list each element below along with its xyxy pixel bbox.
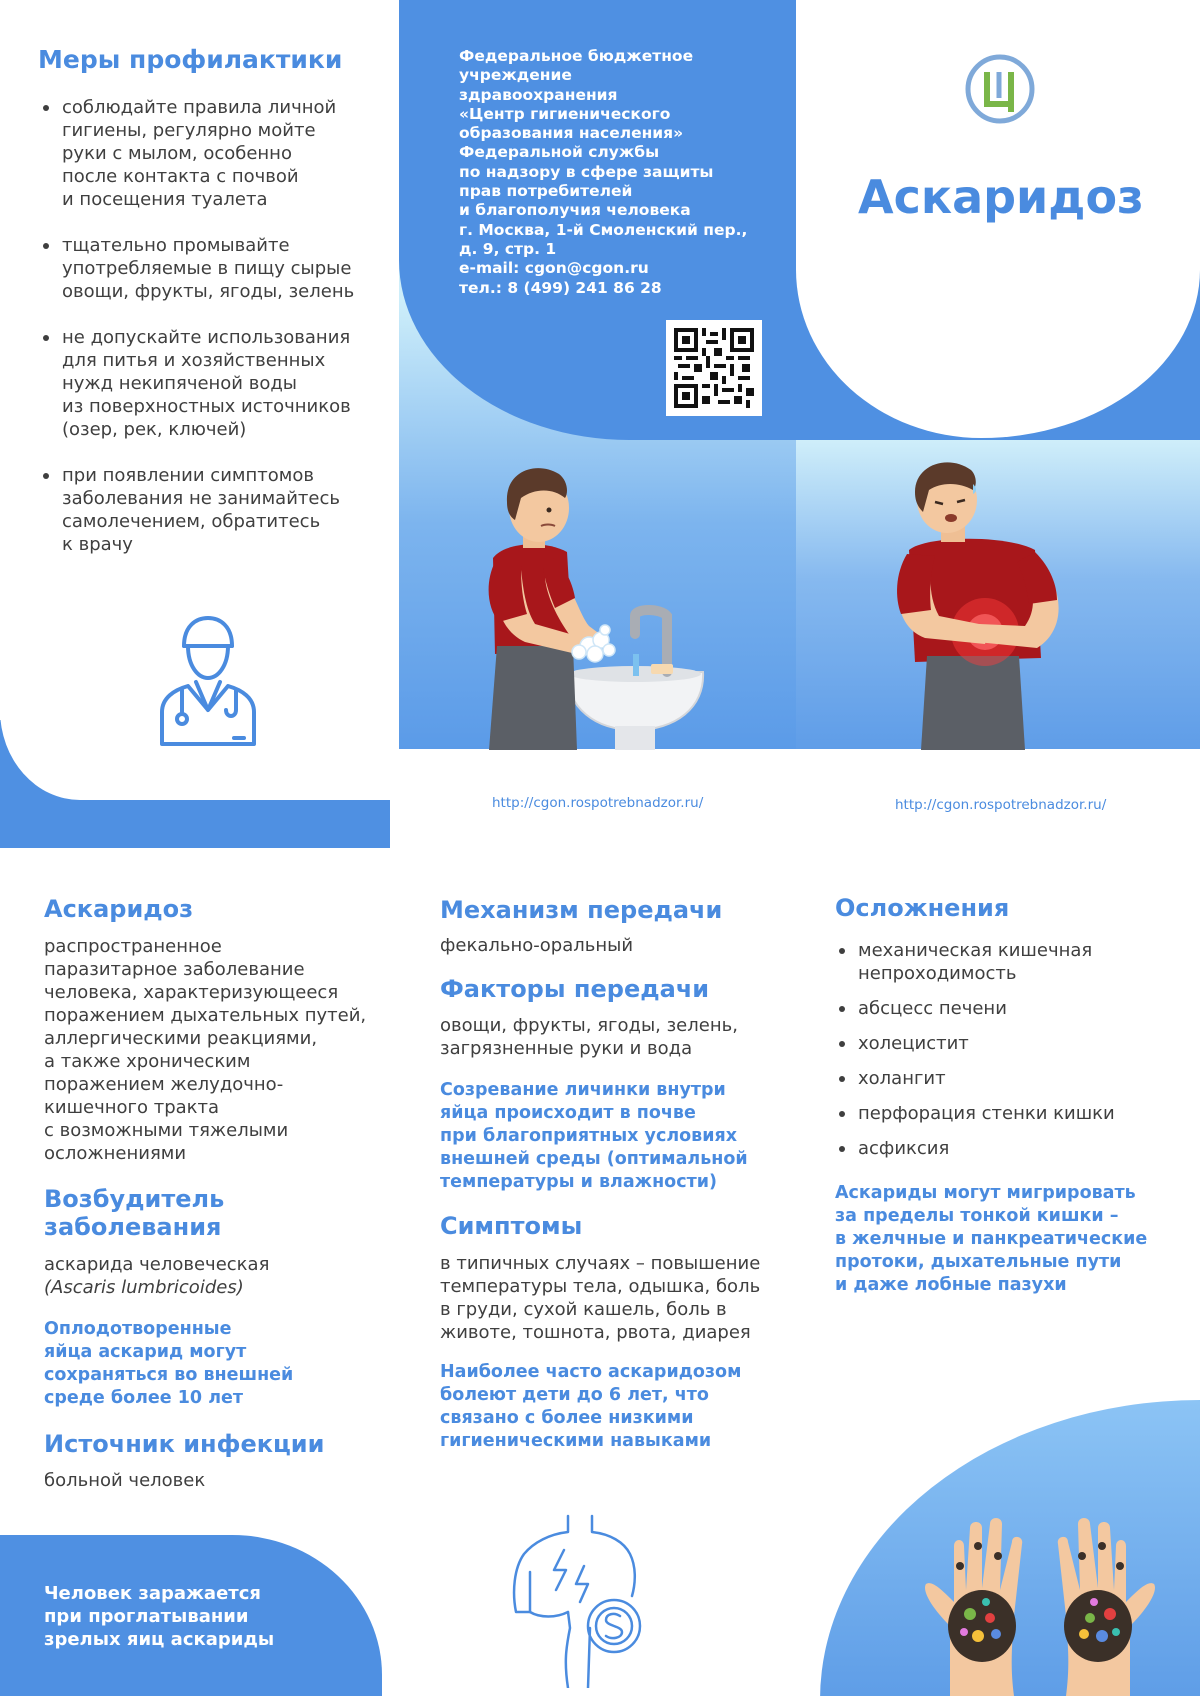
symptoms-title: Симптомы <box>440 1212 583 1240</box>
boy-stomach-ache <box>885 458 1095 750</box>
mechanism-title: Механизм передачи <box>440 896 723 924</box>
prevention-list <box>40 96 385 579</box>
symptoms-text: в типичных случаях – повышение температуры тела, одышка, боль в груди, сухой кашель, боль в животе, тошнота, рвота, диарея <box>440 1253 761 1343</box>
prevention-title: Меры профилактики <box>38 45 343 74</box>
eggs-note: Оплодотворенные яйца аскарид могут сохраняться во внешней среде более 10 лет <box>44 1319 294 1408</box>
website-link[interactable]: http://cgon.rospotrebnadzor.ru/ <box>492 795 704 811</box>
disease-title: Аскаридоз <box>44 895 194 923</box>
mechanism-text: фекально-оральный <box>440 935 634 956</box>
list-item: соблюдайте правила личной гигиены, регулярно мойте руки с мылом, особенно после контакта с почвой и посещения туалета <box>40 96 385 211</box>
factors-title: Факторы передачи <box>440 975 710 1003</box>
boy-washing-hands <box>455 458 715 750</box>
list-item: асфиксия <box>835 1137 1185 1160</box>
main-title: Аскаридоз <box>858 170 1144 224</box>
list-item: тщательно промывайте употребляемые в пищу сырые овощи, фрукты, ягоды, зелень <box>40 234 385 303</box>
dirty-hands-with-germs <box>920 1506 1180 1696</box>
agent-text: аскарида человеческая <box>44 1254 270 1275</box>
larva-note: Созревание личинки внутри яйца происходит в почве при благоприятных условиях внешней среды (оптимальной температуры и влажности) <box>440 1080 748 1192</box>
doctor-icon <box>158 614 258 746</box>
list-item: холецистит <box>835 1032 1185 1055</box>
list-item: не допускайте использования для питья и хозяйственных нужд некипяченой воды из поверхностных источников (озер, рек, ключей) <box>40 326 385 441</box>
factors-text: овощи, фрукты, ягоды, зелень, загрязненные руки и вода <box>440 1015 738 1059</box>
source-text: больной человек <box>44 1470 206 1491</box>
agent-title: Возбудитель заболевания <box>44 1185 225 1241</box>
agent-latin: (Ascaris lumbricoides) <box>44 1277 244 1298</box>
list-item: перфорация стенки кишки <box>835 1102 1185 1125</box>
list-item: при появлении симптомов заболевания не занимайтесь самолечением, обратитесь к врачу <box>40 464 385 556</box>
infection-note: Человек заражается при проглатывании зрелых яиц аскариды <box>44 1583 275 1650</box>
complications-list <box>835 939 1185 1172</box>
website-link[interactable]: http://cgon.rospotrebnadzor.ru/ <box>895 797 1107 813</box>
list-item: абсцесс печени <box>835 997 1185 1020</box>
list-item: механическая кишечная непроходимость <box>835 939 1185 985</box>
children-note: Наиболее часто аскаридозом болеют дети до 6 лет, что связано с более низкими гигиеническими навыками <box>440 1362 742 1451</box>
source-title: Источник инфекции <box>44 1430 325 1458</box>
complications-title: Осложнения <box>835 894 1010 922</box>
list-item: холангит <box>835 1067 1185 1090</box>
qr-code-icon[interactable] <box>666 320 762 416</box>
migration-note: Аскариды могут мигрировать за пределы тонкой кишки – в желчные и панкреатические протоки, дыхательные пути и даже лобные пазухи <box>835 1183 1148 1295</box>
disease-description: распространенное паразитарное заболевание человека, характеризующееся поражением дыхательных путей, аллергическими реакциями, а также хроническим поражением желудочно- кишечного тракта с возможными тяжелыми осложнениями <box>44 936 367 1164</box>
stomach-pain-icon <box>510 1512 650 1688</box>
cgon-logo-icon <box>965 54 1035 124</box>
organization-info: Федеральное бюджетное учреждение здравоохранения «Центр гигиенического образования населения» Федеральной службы по надзору в сфере защиты прав потребителей и благополучия человека г. Москва, 1-й Смоленский пер., д. 9, стр. 1 e-mail: cgon@cgon.ru тел.: 8 (499) 241 86 28 <box>459 47 748 297</box>
